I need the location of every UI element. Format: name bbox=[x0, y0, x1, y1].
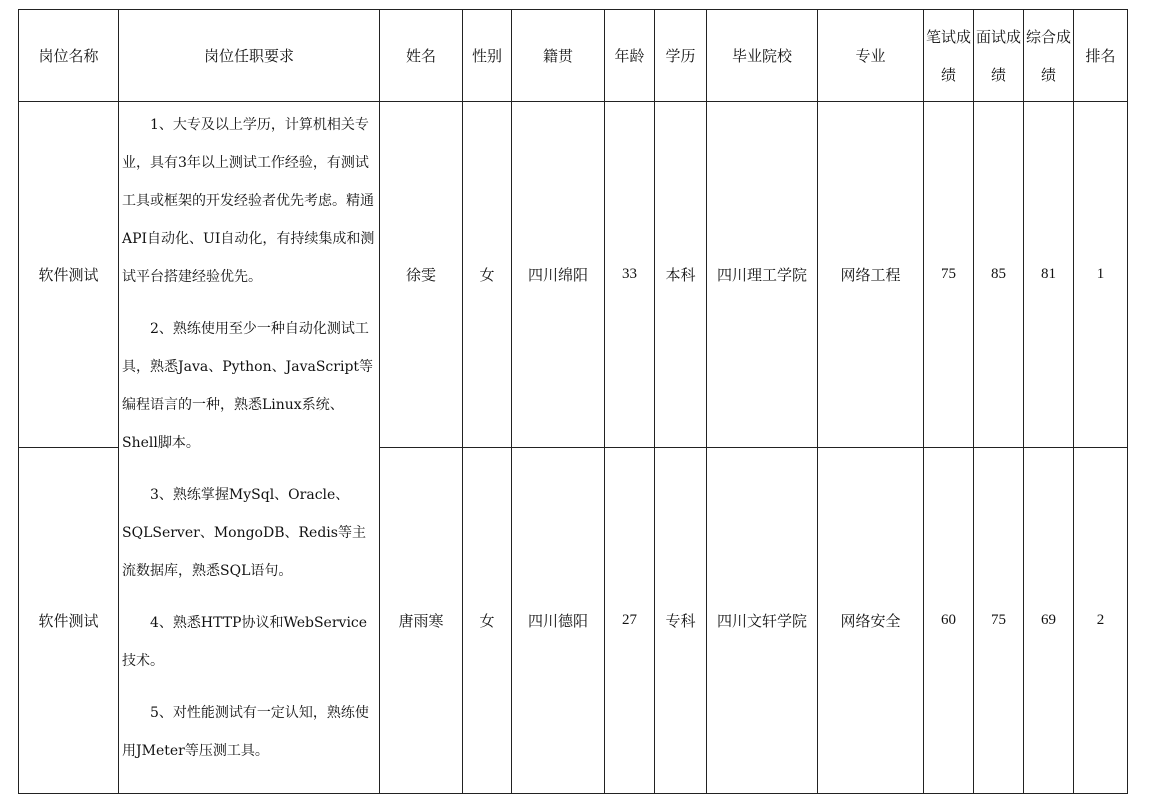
age-cell: 27 bbox=[605, 448, 655, 794]
header-gender: 性别 bbox=[463, 10, 512, 102]
education-cell: 专科 bbox=[655, 448, 707, 794]
header-major: 专业 bbox=[818, 10, 924, 102]
header-total-score: 综合成绩 bbox=[1024, 10, 1074, 102]
gender-cell: 女 bbox=[463, 448, 512, 794]
position-cell: 软件测试 bbox=[19, 448, 119, 794]
header-age: 年龄 bbox=[605, 10, 655, 102]
interview-score-cell: 75 bbox=[974, 448, 1024, 794]
hometown-cell: 四川德阳 bbox=[512, 448, 605, 794]
header-hometown: 籍贯 bbox=[512, 10, 605, 102]
requirement-item: 2、熟练使用至少一种自动化测试工具，熟悉Java、Python、JavaScript等编程语言的一种，熟悉Linux系统、Shell脚本。 bbox=[122, 321, 374, 451]
age-cell: 33 bbox=[605, 102, 655, 448]
header-requirements: 岗位任职要求 bbox=[119, 10, 380, 102]
results-table bbox=[18, 9, 1128, 794]
education-cell: 本科 bbox=[655, 102, 707, 448]
header-position: 岗位名称 bbox=[19, 10, 119, 102]
school-cell: 四川理工学院 bbox=[707, 102, 818, 448]
header-name: 姓名 bbox=[380, 10, 463, 102]
name-cell: 徐雯 bbox=[380, 102, 463, 448]
requirement-item: 4、熟悉HTTP协议和WebService技术。 bbox=[122, 615, 368, 669]
name-cell: 唐雨寒 bbox=[380, 448, 463, 794]
position-cell: 软件测试 bbox=[19, 102, 119, 448]
requirement-item: 3、熟练掌握MySql、Oracle、SQLServer、MongoDB、Redis等主流数据库，熟悉SQL语句。 bbox=[122, 487, 366, 579]
header-education: 学历 bbox=[655, 10, 707, 102]
hometown-cell: 四川绵阳 bbox=[512, 102, 605, 448]
interview-score-cell: 85 bbox=[974, 102, 1024, 448]
header-school: 毕业院校 bbox=[707, 10, 818, 102]
gender-cell: 女 bbox=[463, 102, 512, 448]
school-cell: 四川文轩学院 bbox=[707, 448, 818, 794]
total-score-cell: 69 bbox=[1024, 448, 1074, 794]
written-score-cell: 75 bbox=[924, 102, 974, 448]
header-row bbox=[19, 10, 1128, 102]
written-score-cell: 60 bbox=[924, 448, 974, 794]
header-interview-score: 面试成绩 bbox=[974, 10, 1024, 102]
header-written-score: 笔试成绩 bbox=[924, 10, 974, 102]
requirement-item: 5、对性能测试有一定认知，熟练使用JMeter等压测工具。 bbox=[122, 705, 369, 759]
rank-cell: 2 bbox=[1074, 448, 1128, 794]
requirement-item: 1、大专及以上学历，计算机相关专业，具有3年以上测试工作经验，有测试工具或框架的开发经验者优先考虑。精通API自动化、UI自动化，有持续集成和测试平台搭建经验优先。 bbox=[122, 117, 375, 285]
major-cell: 网络安全 bbox=[818, 448, 924, 794]
requirements-cell bbox=[119, 102, 380, 794]
total-score-cell: 81 bbox=[1024, 102, 1074, 448]
header-rank: 排名 bbox=[1074, 10, 1128, 102]
major-cell: 网络工程 bbox=[818, 102, 924, 448]
table-row bbox=[19, 102, 1128, 448]
rank-cell: 1 bbox=[1074, 102, 1128, 448]
